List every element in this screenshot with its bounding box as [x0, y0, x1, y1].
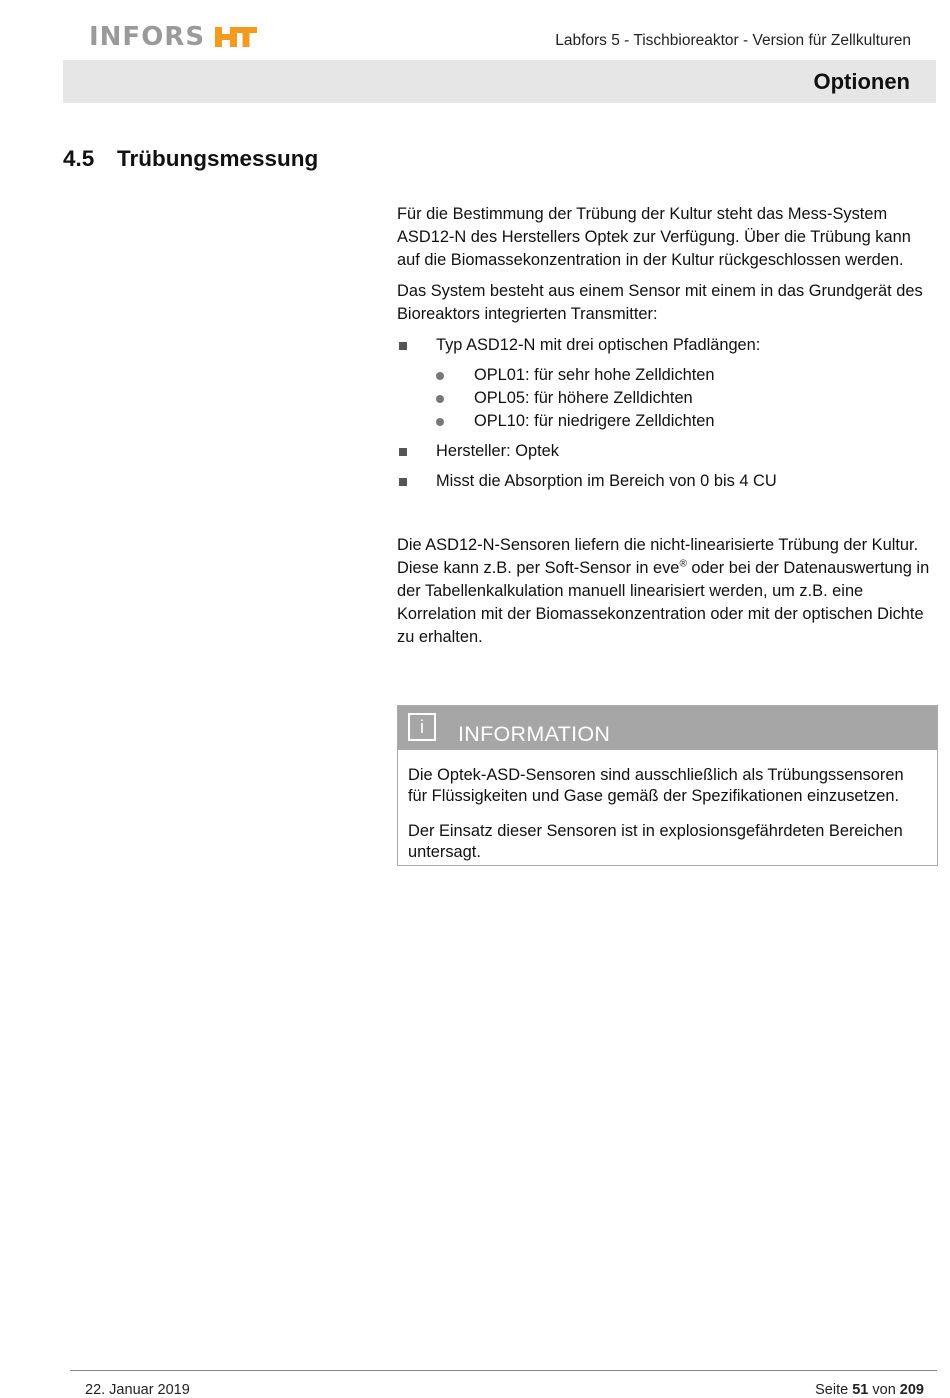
sublist-item [436, 364, 937, 387]
path-length-list [436, 364, 937, 433]
square-bullet-icon [399, 478, 407, 486]
page-mid: von [868, 1382, 900, 1398]
logo-ht-mark [213, 25, 259, 49]
main-content [397, 203, 937, 657]
paragraph-sensor-output [397, 534, 937, 649]
paragraph-intro: Für die Bestimmung der Trübung der Kultur steht das Mess-System ASD12-N des Herstellers Optek zur Verfügung. Über die Trübung kann auf die Biomassekonzentration in der Kultur rückgeschlossen werden. [397, 205, 911, 269]
current-page: 51 [852, 1382, 869, 1398]
feature-list [397, 334, 937, 493]
information-paragraph: Die Optek-ASD-Sensoren sind ausschließlich als Trübungssensoren für Flüssigkeiten und Gase gemäß der Spezifikationen einzusetzen. [408, 766, 904, 805]
sublist-item [436, 410, 937, 433]
round-bullet-icon [436, 395, 444, 403]
information-body [398, 750, 937, 863]
footer-date: 22. Januar 2019 [85, 1382, 190, 1398]
logo-text: INFORS [89, 22, 206, 52]
page-prefix: Seite [815, 1382, 853, 1398]
paragraph-text: oder bei der Datenauswertung in der Tabellenkalkulation manuell linearisiert werden, um z.B. eine Korrelation mit der Biomassekonzentration oder mit der optischen Dichte zu erhalten. [397, 559, 930, 646]
info-icon: i [408, 713, 436, 741]
registered-mark: ® [679, 558, 687, 570]
company-logo [89, 22, 259, 52]
header-band [63, 60, 936, 103]
document-title: Labfors 5 - Tischbioreaktor - Version für Zellkulturen [555, 32, 911, 49]
square-bullet-icon [399, 342, 407, 350]
section-title: Optionen [813, 69, 910, 94]
chapter-heading [63, 146, 318, 172]
chapter-title: Trübungsmessung [117, 146, 319, 171]
page-number [815, 1382, 924, 1398]
paragraph-text: Die ASD12-N-Sensoren liefern die nicht-linearisierte Trübung der Kultur. Diese kann z.B. per Soft-Sensor in eve [397, 536, 919, 577]
list-item-text: Hersteller: Optek [436, 442, 559, 460]
list-item [397, 334, 937, 433]
total-pages: 209 [899, 1382, 924, 1398]
spacer [397, 500, 937, 534]
sublist-item-text: OPL01: für sehr hohe Zelldichten [474, 366, 715, 384]
sublist-item-text: OPL05: für höhere Zelldichten [474, 389, 693, 407]
paragraph-system: Das System besteht aus einem Sensor mit einem in das Grundgerät des Bioreaktors integrierten Transmitter: [397, 282, 923, 323]
information-title: INFORMATION [458, 722, 611, 746]
list-item [397, 440, 937, 463]
round-bullet-icon [436, 418, 444, 426]
chapter-number: 4.5 [63, 146, 95, 171]
footer-divider [70, 1370, 937, 1371]
square-bullet-icon [399, 448, 407, 456]
information-box [397, 705, 938, 866]
sublist-item-text: OPL10: für niedrigere Zelldichten [474, 412, 715, 430]
information-header [398, 706, 937, 750]
information-paragraph: Der Einsatz dieser Sensoren ist in explosionsgefährdeten Bereichen untersagt. [408, 822, 903, 861]
sublist-item [436, 387, 937, 410]
list-item [397, 470, 937, 493]
list-item-text: Misst die Absorption im Bereich von 0 bis 4 CU [436, 472, 777, 490]
round-bullet-icon [436, 372, 444, 380]
list-item-text: Typ ASD12-N mit drei optischen Pfadlängen: [436, 336, 761, 354]
